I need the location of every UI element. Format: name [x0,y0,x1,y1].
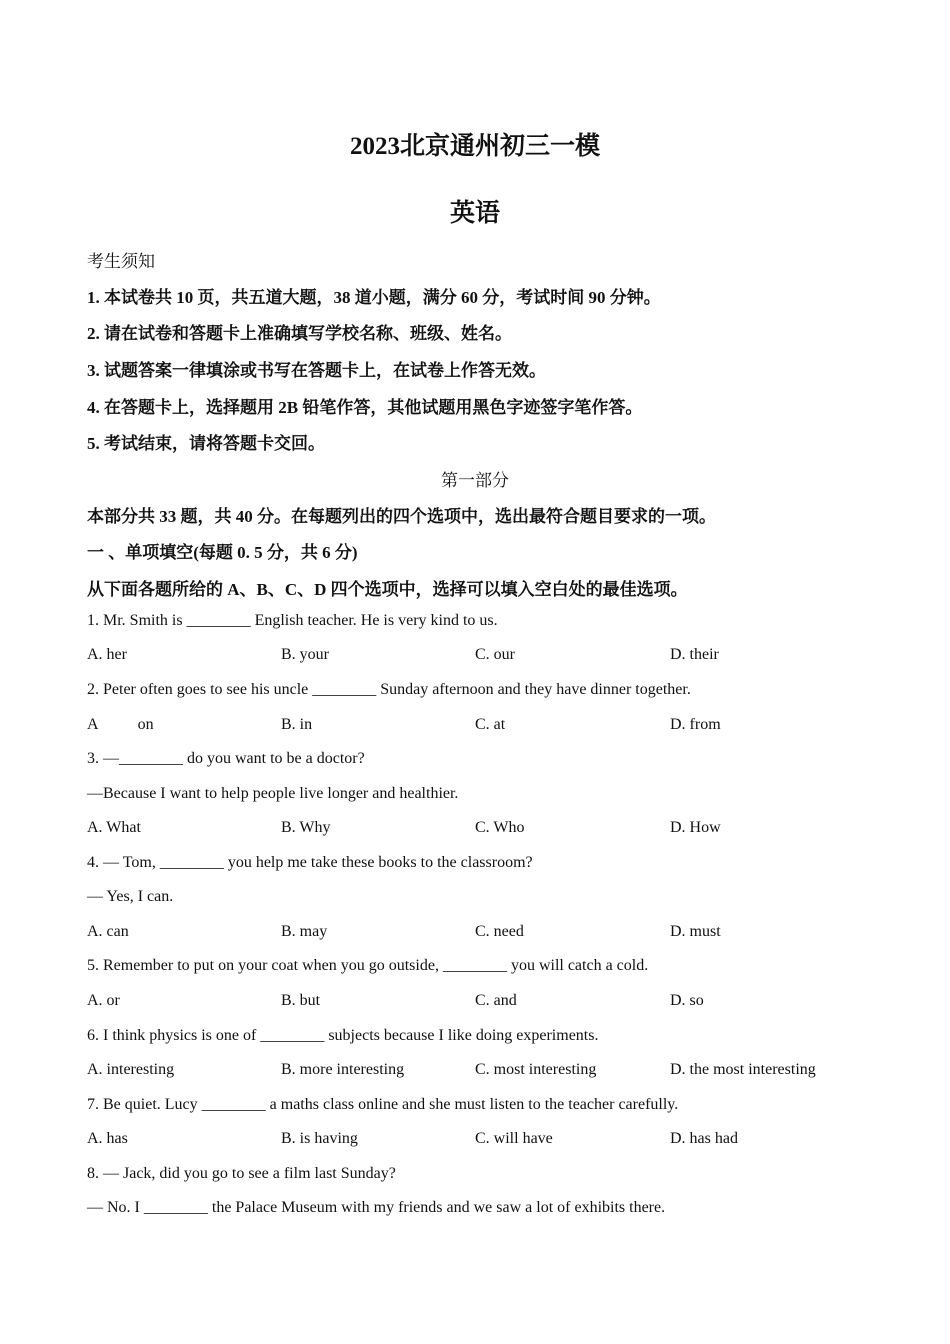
option-c: C. most interesting [475,1061,597,1078]
question-stem: — Yes, I can. [87,888,174,905]
option-d: D. has had [670,1130,738,1147]
option-a: A. can [87,923,129,940]
notice-item: 3. 试题答案一律填涂或书写在答题卡上，在试卷上作答无效。 [87,361,546,380]
option-c: C. our [475,646,515,663]
question-stem: 4. — Tom, ________ you help me take these books to the classroom? [87,854,533,871]
question-stem: 1. Mr. Smith is ________ English teacher. He is very kind to us. [87,612,498,629]
question-stem: 8. — Jack, did you go to see a film last Sunday? [87,1165,396,1182]
part-title: 第一部分 [441,471,509,490]
option-c: C. at [475,716,506,733]
part-intro: 本部分共 33 题，共 40 分。在每题列出的四个选项中，选出最符合题目要求的一项。 [87,507,716,526]
option-a: A. What [87,819,141,836]
option-d: D. their [670,646,719,663]
notice-item: 2. 请在试卷和答题卡上准确填写学校名称、班级、姓名。 [87,324,512,343]
option-c: C. need [475,923,524,940]
option-b: B. is having [281,1130,358,1147]
option-c: C. Who [475,819,525,836]
notice-item: 5. 考试结束，请将答题卡交回。 [87,434,325,453]
option-d: D. so [670,992,704,1009]
option-d: D. must [670,923,721,940]
option-a: A. has [87,1130,128,1147]
option-b: B. Why [281,819,331,836]
option-d: D. from [670,716,721,733]
option-d: D. How [670,819,721,836]
option-a: A. her [87,646,127,663]
option-b: B. your [281,646,329,663]
question-stem: 2. Peter often goes to see his uncle ________ Sunday afternoon and they have dinner together. [87,681,691,698]
notice-item: 1. 本试卷共 10 页，共五道大题，38 道小题，满分 60 分，考试时间 90 分钟。 [87,288,661,307]
option-c: C. and [475,992,517,1009]
option-b: B. but [281,992,321,1009]
question-stem: 7. Be quiet. Lucy ________ a maths class online and she must listen to the teacher carefully. [87,1096,679,1113]
option-b: B. may [281,923,328,940]
option-a: A on [87,716,154,733]
subject-title: 英语 [449,200,500,227]
question-stem: 6. I think physics is one of ________ subjects because I like doing experiments. [87,1027,599,1044]
option-c: C. will have [475,1130,553,1147]
exam-title: 2023北京通州初三一模 [349,133,600,160]
option-b: B. in [281,716,313,733]
section-instruction: 从下面各题所给的 A、B、C、D 四个选项中，选择可以填入空白处的最佳选项。 [87,580,688,599]
option-b: B. more interesting [281,1061,405,1078]
question-stem: — No. I ________ the Palace Museum with my friends and we saw a lot of exhibits there. [87,1199,666,1216]
notice-heading: 考生须知 [87,252,155,271]
question-stem: 3. —________ do you want to be a doctor? [87,750,365,767]
notice-item: 4. 在答题卡上，选择题用 2B 铅笔作答，其他试题用黑色字迹签字笔作答。 [87,398,643,417]
question-stem: —Because I want to help people live longer and healthier. [87,785,459,802]
question-stem: 5. Remember to put on your coat when you go outside, ________ you will catch a cold. [87,957,649,974]
option-a: A. interesting [87,1061,175,1078]
section-title: 一 、单项填空(每题 0. 5 分，共 6 分) [87,543,358,562]
option-a: A. or [87,992,120,1009]
option-d: D. the most interesting [670,1061,816,1078]
